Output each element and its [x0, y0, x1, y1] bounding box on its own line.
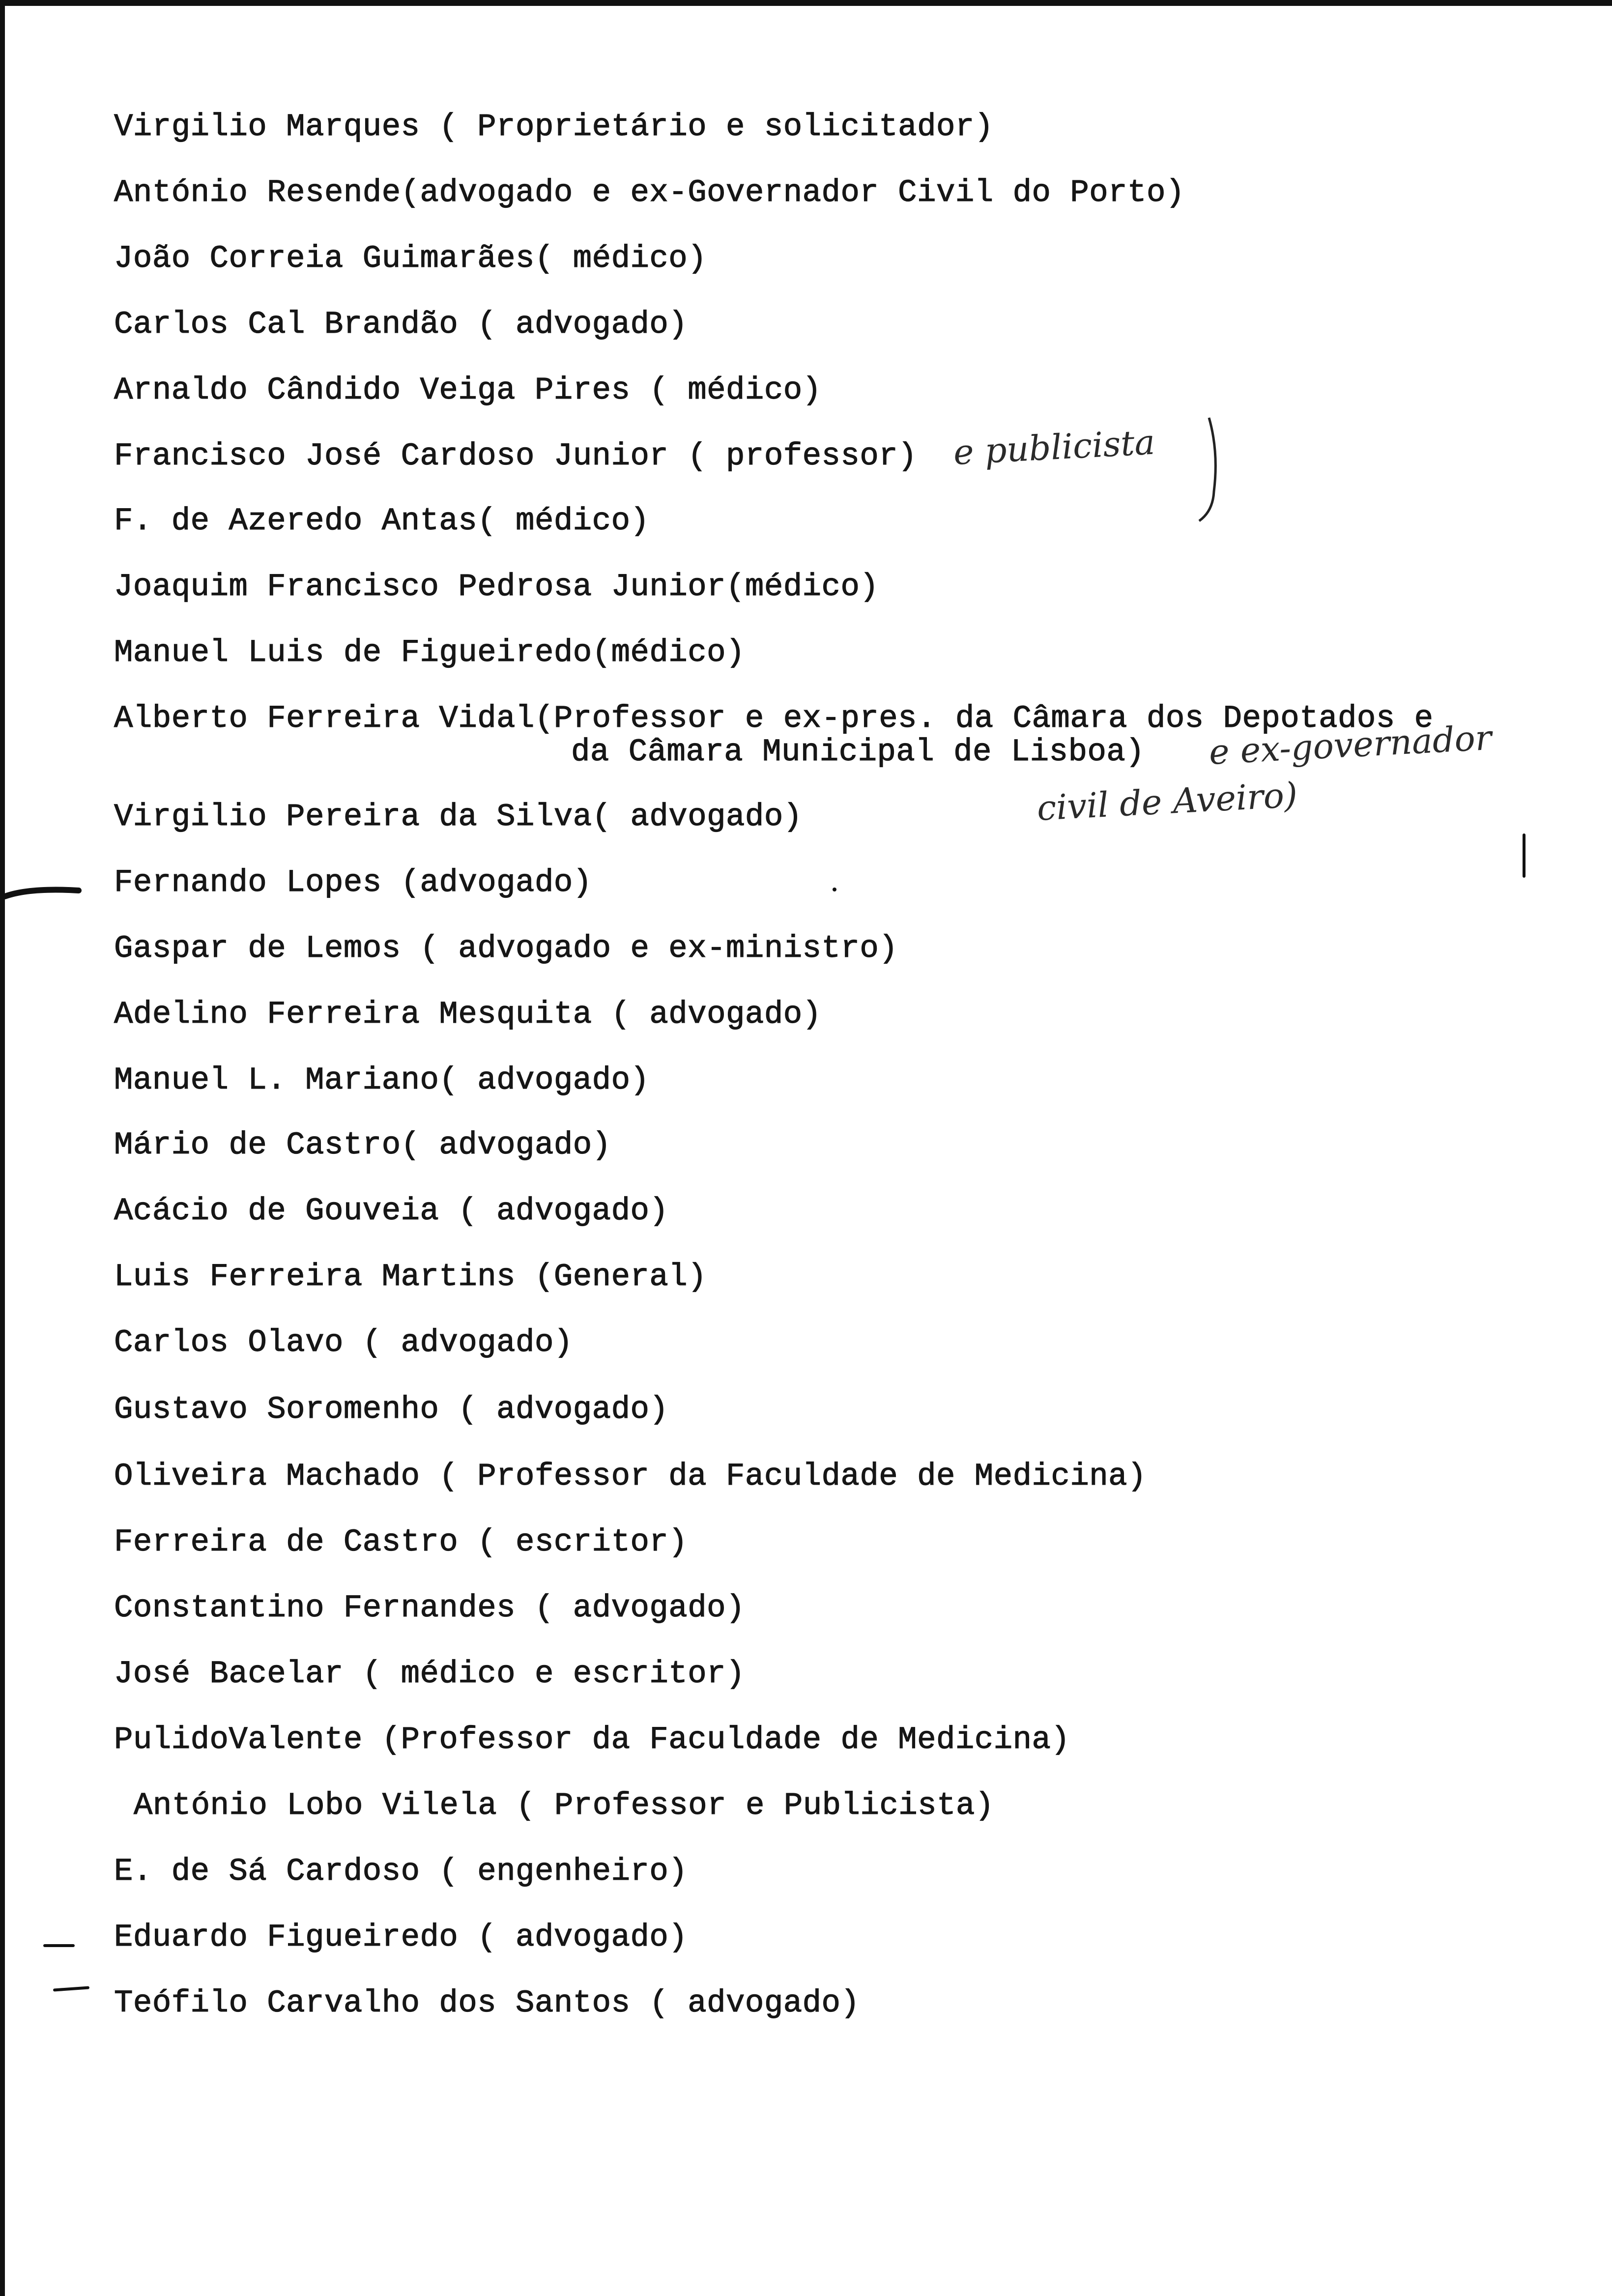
entry-line: José Bacelar ( médico e escritor) — [114, 1657, 745, 1692]
margin-tick-mark — [1523, 833, 1526, 878]
entry-line: Manuel L. Mariano( advogado) — [114, 1063, 650, 1098]
entry-line: António Resende(advogado e ex-Governador Civil do Porto) — [114, 175, 1185, 211]
entry-line: F. de Azeredo Antas( médico) — [114, 504, 650, 539]
entry-line: Acácio de Gouveia ( advogado) — [114, 1194, 669, 1229]
scan-edge-top — [0, 0, 1612, 6]
entry-line: Joaquim Francisco Pedrosa Junior(médico) — [114, 570, 879, 605]
entry-line: Virgilio Pereira da Silva( advogado) — [114, 800, 803, 835]
entry-line: Virgilio Marques ( Proprietário e solicitador) — [114, 110, 994, 145]
entry-line: PulidoValente (Professor da Faculdade de Medicina) — [114, 1722, 1070, 1758]
entry-line: Arnaldo Cândido Veiga Pires ( médico) — [114, 373, 822, 408]
entry-line: Carlos Cal Brandão ( advogado) — [114, 307, 688, 343]
entry-line: Francisco José Cardoso Junior ( professor) — [114, 439, 918, 474]
scan-edge-left — [0, 0, 5, 2296]
entry-line: Constantino Fernandes ( advogado) — [114, 1591, 745, 1626]
entry-line: Gaspar de Lemos ( advogado e ex-ministro) — [114, 931, 898, 967]
margin-tick-mark — [53, 1986, 89, 1991]
entry-line: Oliveira Machado ( Professor da Faculdade de Medicina) — [114, 1459, 1147, 1494]
ink-speck — [833, 888, 836, 891]
handwritten-annotation: civil de Aveiro) — [1036, 775, 1299, 829]
handwritten-annotation: e publicista — [952, 422, 1156, 473]
margin-tick-mark — [43, 1944, 75, 1947]
entry-line: Eduardo Figueiredo ( advogado) — [114, 1920, 688, 1955]
entry-line: Teófilo Carvalho dos Santos ( advogado) — [114, 1986, 860, 2021]
entry-line: João Correia Guimarães( médico) — [114, 241, 707, 277]
bracket-mark — [1180, 413, 1238, 541]
entry-line: Manuel Luis de Figueiredo(médico) — [114, 635, 745, 671]
entry-line: António Lobo Vilela ( Professor e Publicista) — [134, 1788, 994, 1824]
entry-line: Adelino Ferreira Mesquita ( advogado) — [114, 997, 822, 1033]
margin-tick-mark — [0, 883, 84, 902]
entry-line: E. de Sá Cardoso ( engenheiro) — [114, 1854, 688, 1890]
handwritten-annotation: e ex-governador — [1208, 717, 1493, 773]
entry-line: Luis Ferreira Martins (General) — [114, 1260, 707, 1295]
entry-line: Fernando Lopes (advogado) — [114, 865, 592, 901]
entry-line: Mário de Castro( advogado) — [114, 1128, 611, 1163]
entry-line: Carlos Olavo ( advogado) — [114, 1325, 573, 1361]
entry-line: Gustavo Soromenho ( advogado) — [114, 1392, 669, 1428]
entry-line: Alberto Ferreira Vidal(Professor e ex-pres. da Câmara dos Depotados e — [114, 701, 1434, 737]
entry-line-continuation: da Câmara Municipal de Lisboa) — [571, 735, 1145, 770]
entry-line: Ferreira de Castro ( escritor) — [114, 1525, 688, 1560]
